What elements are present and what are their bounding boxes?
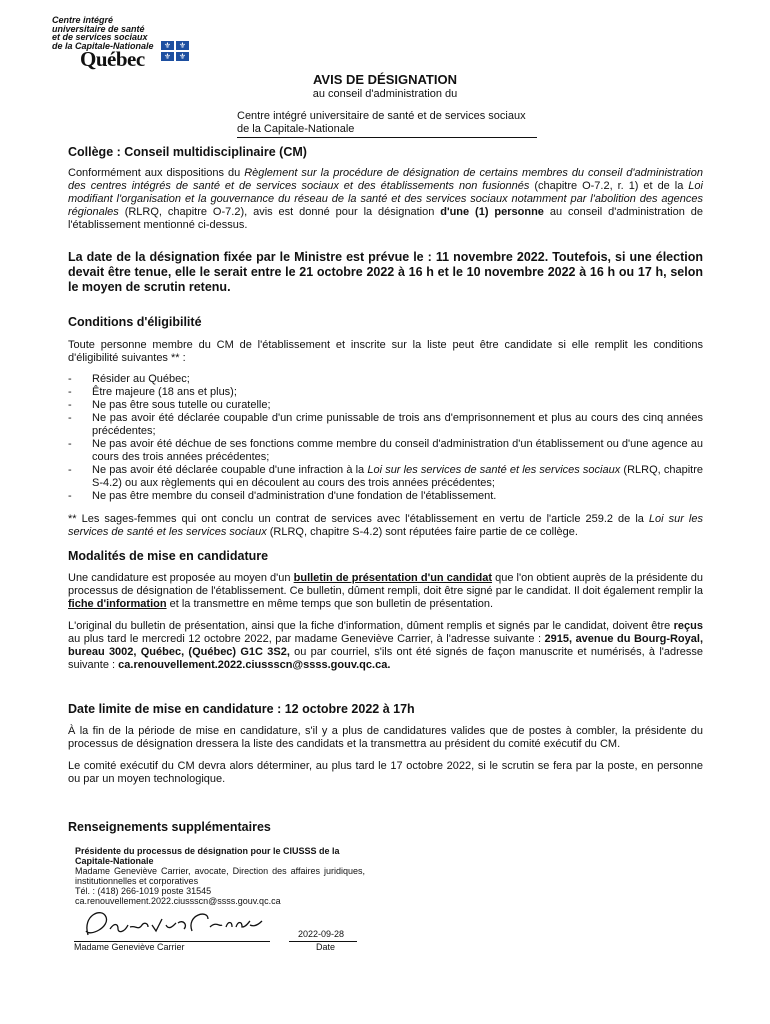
contact-email[interactable]: ca.renouvellement.2022.ciussscn@ssss.gouv.qc.ca. bbox=[118, 659, 391, 671]
fiche-information-link[interactable]: fiche d'information bbox=[68, 598, 167, 610]
deadline-heading: Date limite de mise en candidature : 12 octobre 2022 à 17h bbox=[68, 702, 415, 716]
contact-name: Madame Geneviève Carrier, avocate, Direction des affaires juridiques, institutionnelles et corporatives bbox=[75, 866, 365, 886]
conditions-heading: Conditions d'éligibilité bbox=[68, 315, 202, 329]
logo-line: de la Capitale-Nationale bbox=[52, 40, 154, 51]
designation-date-notice: La date de la désignation fixée par le Ministre est prévue le : 11 novembre 2022. Toutefois, si une élection devait être tenue, elle le serait entre le 21 octobre 2022 à 16 h et le 10 novembre 2022 à 16 h ou 17 h, selon le moyen de scrutin retenu. bbox=[68, 250, 703, 294]
college-heading: Collège : Conseil multidisciplinaire (CM) bbox=[68, 145, 307, 159]
list-item: - Résider au Québec; bbox=[68, 373, 703, 386]
list-item: - Ne pas être sous tutelle ou curatelle; bbox=[68, 399, 703, 412]
date-label: Date bbox=[316, 942, 336, 952]
mailing-address: 2915, avenue du Bourg-Royal, bureau 3002, Québec, (Québec) G1C 3S2, bbox=[68, 633, 703, 658]
info-section bbox=[68, 821, 703, 834]
conditions-section bbox=[68, 316, 703, 539]
handwritten-signature bbox=[80, 905, 270, 945]
conditions-intro: Toute personne membre du CM de l'établissement et inscrite sur la liste peut être candidate si elle remplit les conditions d'éligibilité suivantes ** : bbox=[68, 339, 703, 364]
organization-name: Centre intégré universitaire de santé et de services sociaux de la Capitale-Nationale bbox=[237, 110, 537, 138]
quebec-wordmark: Québec bbox=[80, 47, 145, 71]
logo-line: et de services sociaux bbox=[52, 32, 148, 42]
modalites-heading: Modalités de mise en candidature bbox=[68, 549, 269, 563]
bulletin-link[interactable]: bulletin de présentation d'un candidat bbox=[293, 572, 492, 584]
college-section bbox=[68, 146, 703, 232]
quebec-flag-icon: ⚜ ⚜ ⚜ ⚜ bbox=[161, 41, 189, 61]
contact-block bbox=[75, 846, 365, 906]
contact-email-small[interactable]: ca.renouvellement.2022.ciussscn@ssss.gouv.qc.ca bbox=[75, 896, 281, 906]
deadline-paragraph-2: Le comité exécutif du CM devra alors déterminer, au plus tard le 17 octobre 2022, si le scrutin se fera par la poste, en personne ou par un moyen technologique. bbox=[68, 760, 703, 785]
conditions-list bbox=[68, 373, 703, 503]
modalites-section bbox=[68, 550, 703, 672]
info-heading: Renseignements supplémentaires bbox=[68, 820, 271, 834]
list-item: - Être majeure (18 ans et plus); bbox=[68, 386, 703, 399]
contact-title: Présidente du processus de désignation pour le CIUSSS de la Capitale-Nationale bbox=[75, 846, 340, 866]
list-item: - Ne pas avoir été déchue de ses fonctions comme membre du conseil d'administration d'un établissement ou d'une agence au cours des trois années précédentes; bbox=[68, 438, 703, 464]
signature-date: 2022-09-28 bbox=[298, 929, 345, 939]
page-title: AVIS DE DÉSIGNATION bbox=[313, 72, 457, 87]
page-subtitle: au conseil d'administration du bbox=[312, 88, 458, 100]
logo-line: universitaire de santé bbox=[52, 23, 145, 34]
deadline-paragraph-1: À la fin de la période de mise en candidature, s'il y a plus de candidatures valides que de postes à combler, la présidente du processus de désignation dressera la liste des candidats et la transmettra au président du comité exécutif du CM. bbox=[68, 725, 703, 750]
list-item: - Ne pas être membre du conseil d'administration d'une fondation de l'établissement. bbox=[68, 490, 703, 503]
college-paragraph: Conformément aux dispositions du Règlement sur la procédure de désignation de certains membres du conseil d'administration des centres intégrés de santé et de services sociaux et des établissements non fusionnés (chapitre O-7.2, r. 1) et de la Loi modifiant l'organisation et la gouvernance du réseau de la santé et des services sociaux notamment par l'abolition des agences régionales (RLRQ, chapitre O-7.2), avis est donné pour la désignation d'une (1) personne au conseil d'administration de l'établissement mentionné ci-dessus. bbox=[68, 167, 704, 231]
signatory-name: Madame Geneviève Carrier bbox=[74, 942, 185, 952]
conditions-note: ** Les sages-femmes qui ont conclu un contrat de services avec l'établissement en vertu de l'article 259.2 de la Loi sur les services de santé et les services sociaux (RLRQ, chapitre S-4.2) sont réputées faire partie de ce collège. bbox=[68, 513, 703, 538]
logo-line: Centre intégré bbox=[52, 15, 114, 25]
deadline-section bbox=[68, 703, 703, 786]
modalites-paragraph-2: L'original du bulletin de présentation, ainsi que la fiche d'information, dûment remplis et signés par le candidat, doivent être reçus au plus tard le mercredi 12 octobre 2022, par madame Geneviève Carrier, à l'adresse suivante : 2915, avenue du Bourg-Royal, bureau 3002, Québec, (Québec) G1C 3S2, ou par courriel, s'ils ont été signés de façon manuscrite et numérisés, à l'adresse suivante : ca.renouvellement.2022.ciussscn@ssss.gouv.qc.ca. bbox=[68, 620, 703, 671]
contact-phone: Tél. : (418) 266-1019 poste 31545 bbox=[75, 886, 212, 896]
list-item: - Ne pas avoir été déclarée coupable d'un crime punissable de trois ans d'emprisonnement et plus au cours des cinq années précédentes; bbox=[68, 412, 703, 438]
list-item: - Ne pas avoir été déclarée coupable d'une infraction à la Loi sur les services de santé et les services sociaux (RLRQ, chapitre S-4.2) ou aux règlements qui en découlent au cours des trois années précédentes; bbox=[68, 464, 703, 490]
modalites-paragraph-1: Une candidature est proposée au moyen d'un bulletin de présentation d'un candidat que l'on obtient auprès de la présidente du processus de désignation de l'établissement. Ce bulletin, dûment rempli, doit être signé par le candidat. Il doit également remplir la fiche d'information et la transmettre en même temps que son bulletin de présentation. bbox=[68, 572, 703, 610]
